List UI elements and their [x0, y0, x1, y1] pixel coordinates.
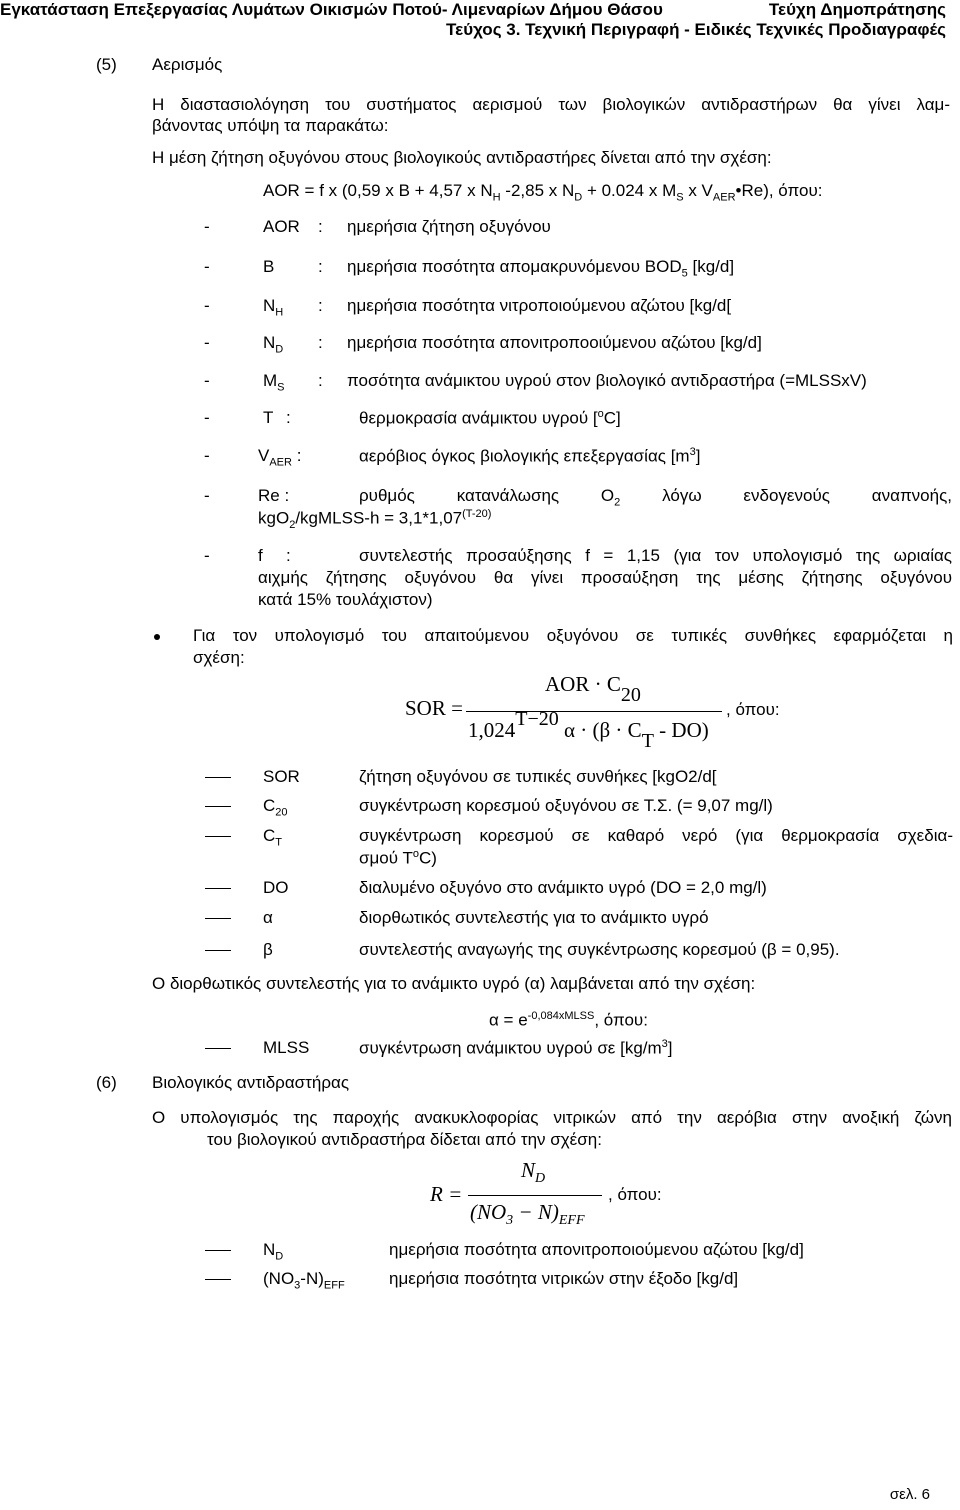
- symbol-ms: $M_S$: [263, 371, 285, 394]
- section-6-title: Βιολογικός αντιδραστήρας: [152, 1073, 350, 1092]
- definition-text: ποσότητα ανάμικτου υγρού στον βιολογικό αντιδραστήρα (=MLSSxV): [347, 371, 867, 390]
- header-title: Εγκατάσταση Επεξεργασίας Λυμάτων Οικισμών Ποτού- Λιμεναρίων Δήμου Θάσου: [0, 0, 663, 19]
- symbol-v: $V_{AER}$ :: [258, 446, 302, 469]
- dash-marker: [205, 806, 231, 807]
- section-5-title: Αερισμός: [152, 55, 223, 74]
- definition-text: συντελεστής προσαύξησης f = 1,15 (για τον υπολογισμό της ωριαίας: [359, 546, 952, 565]
- symbol-aor: AOR: [263, 217, 300, 236]
- symbol-nd: $N_D$: [263, 1240, 284, 1263]
- colon: :: [318, 296, 323, 315]
- definition-text: ζήτηση οξυγόνου σε τυπικές συνθήκες [kgO2/d[: [359, 767, 717, 786]
- symbol-nd: $N_D$: [263, 333, 284, 356]
- r-numerator: $N_D$: [521, 1158, 546, 1187]
- r-denominator: $(NO_3 - N)_{EFF}$: [470, 1200, 585, 1229]
- list-item: -: [204, 446, 210, 465]
- paragraph-line: Για τον υπολογισμό του απαιτούμενου οξυγόνου σε τυπικές συνθήκες εφαρμόζεται η: [193, 626, 953, 645]
- paragraph-line: Ο υπολογισμός της παροχής ανακυκλοφορίας νιτρικών από την αερόβια στην ανοξική ζώνη: [152, 1108, 952, 1127]
- dash-marker: [205, 777, 231, 778]
- section-5-number: (5): [96, 55, 117, 74]
- list-item: -: [204, 217, 210, 236]
- definition-text: ημερήσια ζήτηση οξυγόνου: [347, 217, 551, 236]
- dash-marker: [205, 1279, 231, 1280]
- list-item: -: [204, 296, 210, 315]
- symbol-b: B: [263, 257, 275, 276]
- paragraph-line: βάνοντας υπόψη τα παρακάτω:: [152, 116, 389, 135]
- sor-numerator: AOR · C20: [545, 672, 641, 706]
- paragraph: Ο διορθωτικός συντελεστής για το ανάμικτο υγρό (α) λαμβάνεται από την σχέση:: [152, 974, 756, 993]
- list-item: -: [204, 546, 210, 565]
- symbol-beta: β: [263, 940, 273, 959]
- definition-text: αερόβιος όγκος βιολογικής επεξεργασίας $[m^3]$: [359, 446, 701, 466]
- symbol-do: DO: [263, 878, 289, 897]
- symbol-re: Re :: [258, 486, 290, 505]
- definition-text: συγκέντρωση κορεσμού οξυγόνου σε Τ.Σ. (= 9,07 mg/l): [359, 796, 773, 815]
- dash-marker: [205, 888, 231, 889]
- section-6-number: (6): [96, 1073, 117, 1092]
- symbol-t: T: [263, 408, 274, 427]
- definition-text: ημερήσια ποσότητα νιτροποιούμενου αζώτου [kg/d[: [347, 296, 732, 315]
- definition-text: θερμοκρασία ανάμικτου υγρού [$^o$C]: [359, 408, 621, 428]
- sor-after: , όπου:: [726, 700, 780, 719]
- list-item: -: [204, 333, 210, 352]
- colon: :: [318, 257, 323, 276]
- definition-text: ημερήσια ποσότητα απομακρυνόμενου $BOD_5$ [kg/d]: [347, 257, 735, 280]
- colon: :: [286, 546, 291, 565]
- definition-text-cont: κατά 15% τουλάχιστον): [258, 590, 433, 609]
- fraction-line: [466, 711, 722, 712]
- colon: :: [318, 333, 323, 352]
- list-item: -: [204, 486, 210, 505]
- symbol-nh: $N_H$: [263, 296, 284, 319]
- bullet-icon: [154, 634, 160, 640]
- symbol-sor: SOR: [263, 767, 300, 786]
- r-lhs: R =: [430, 1182, 463, 1206]
- paragraph-line: Η διαστασιολόγηση του συστήματος αερισμού των βιολογικών αντιδραστήρων θα γίνει λαμ-: [152, 95, 950, 114]
- definition-text: διαλυμένο οξυγόνο στο ανάμικτο υγρό (DO = 2,0 mg/l): [359, 878, 767, 897]
- definition-text: ημερήσια ποσότητα νιτρικών στην έξοδο [kg/d]: [389, 1269, 739, 1288]
- definition-text-cont: αιχμής ζήτησης οξυγόνου θα γίνει προσαύξηση της μέσης ζήτησης οξυγόνου: [258, 568, 952, 587]
- symbol-c20: $C_{20}$: [263, 796, 288, 819]
- header-right: Τεύχη Δημοπράτησης: [768, 0, 946, 19]
- dash-marker: [205, 950, 231, 951]
- colon: :: [318, 217, 323, 236]
- list-item: -: [204, 371, 210, 390]
- symbol-f: f: [258, 546, 263, 565]
- dash-marker: [205, 918, 231, 919]
- definition-text-cont: kgO$_2$/kgMLSS-h = $3,1*1,07^{(T-20)}$: [258, 508, 492, 532]
- alpha-equation: $\alpha = e^{-0,084xMLSS}$, όπου:: [489, 1010, 648, 1030]
- symbol-alpha: α: [263, 908, 273, 927]
- list-item: -: [204, 257, 210, 276]
- definition-text-cont: σμού $T^oC$): [359, 848, 437, 868]
- aor-equation: AOR = f x (0,59 x B + 4,57 x $N_H$ -2,85 x $N_D + 0.024$ x $M_S$ x $V_{AER}•Re$), όπου:: [263, 181, 823, 204]
- definition-text: διορθωτικός συντελεστής για το ανάμικτο υγρό: [359, 908, 709, 927]
- header-subtitle: Τεύχος 3. Τεχνική Περιγραφή - Ειδικές Τεχνικές Προδιαγραφές: [446, 20, 946, 39]
- page-number: σελ. 6: [889, 1486, 930, 1503]
- paragraph-line: του βιολογικού αντιδραστήρα δίδεται από την σχέση:: [207, 1130, 602, 1149]
- sor-lhs: SOR =: [405, 696, 463, 720]
- definition-text: ημερήσια ποσότητα απονιτροποιούμενου αζώτου [kg/d]: [389, 1240, 804, 1259]
- definition-text: ρυθμός κατανάλωσης $O_2$ λόγω ενδογενούς αναπνοής,: [359, 486, 952, 509]
- symbol-no3: $(NO_3-N)_{EFF}$: [263, 1269, 345, 1292]
- colon: :: [318, 371, 323, 390]
- dash-marker: [205, 1048, 231, 1049]
- symbol-mlss: MLSS: [263, 1038, 310, 1057]
- paragraph-line: σχέση:: [193, 648, 245, 667]
- fraction-line: [468, 1195, 602, 1196]
- definition-text: συγκέντρωση ανάμικτου υγρού σε $[kg/m^3]$: [359, 1038, 673, 1058]
- r-after: , όπου:: [608, 1185, 662, 1204]
- definition-text: ημερήσια ποσότητα απονιτροποοιύμενου αζώτου [kg/d]: [347, 333, 762, 352]
- definition-text: συγκέντρωση κορεσμού σε καθαρό νερό (για θερμοκρασία σχεδια-: [359, 826, 953, 845]
- dash-marker: [205, 836, 231, 837]
- colon: :: [286, 408, 291, 427]
- paragraph: Η μέση ζήτηση οξυγόνου στους βιολογικούς αντιδραστήρες δίνεται από την σχέση:: [152, 148, 772, 167]
- dash-marker: [205, 1250, 231, 1251]
- definition-text: συντελεστής αναγωγής της συγκέντρωσης κορεσμού (β = 0,95).: [359, 940, 840, 959]
- symbol-ct: $C_T$: [263, 826, 283, 849]
- list-item: -: [204, 408, 210, 427]
- sor-denominator: 1,024T−20 α · (β · CT - DO): [468, 708, 709, 752]
